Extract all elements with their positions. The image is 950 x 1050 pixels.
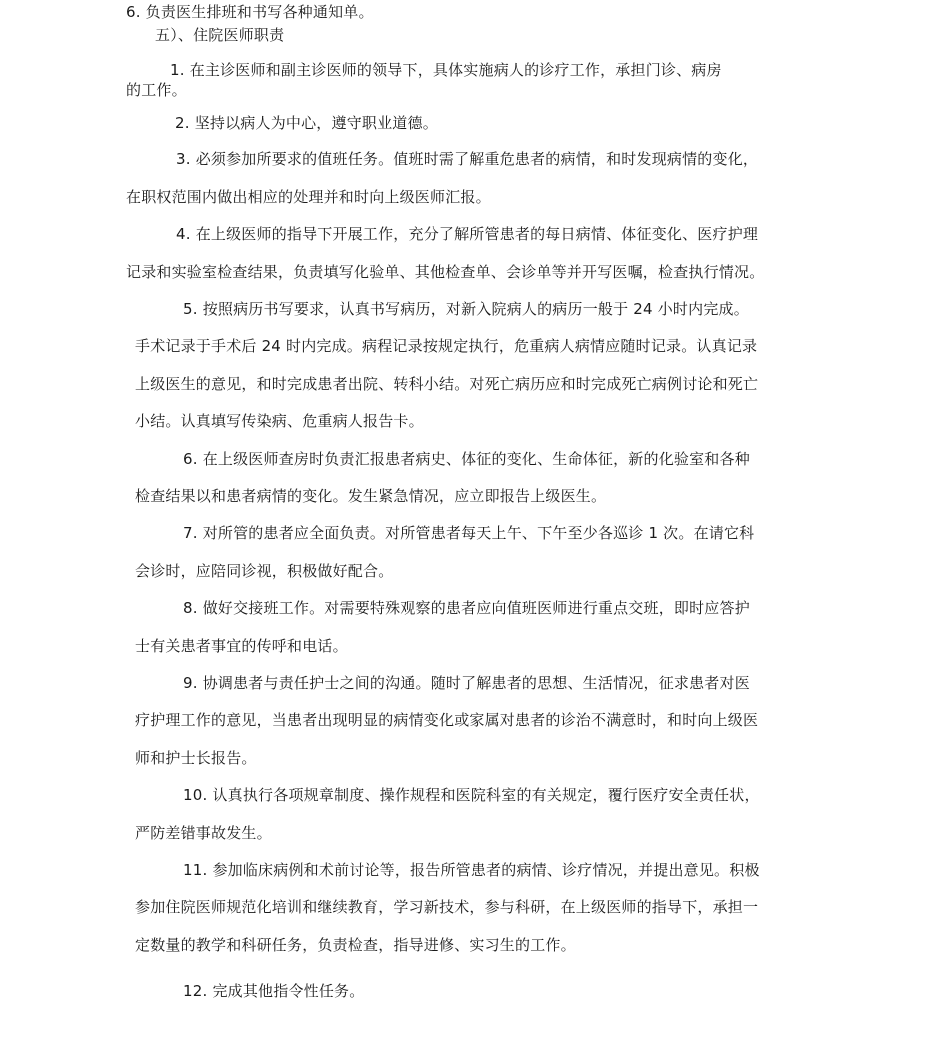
section-heading: 五）、住院医师职责 xyxy=(155,26,285,44)
duty-item-first-line xyxy=(176,224,758,244)
duty-item-first-line xyxy=(183,981,364,1001)
duty-item-first-line xyxy=(183,598,750,618)
item-number: 12. xyxy=(183,982,208,1000)
item-text: 必须参加所要求的值班任务。值班时需了解重危患者的病情，和时发现病情的变化， xyxy=(195,150,759,168)
intro-item: 6. 负责医生排班和书写各种通知单。 xyxy=(126,3,374,21)
duty-item-continuation: 小结。认真填写传染病、危重病人报告卡。 xyxy=(135,412,424,430)
item-number: 2. xyxy=(175,114,190,132)
duty-item-first-line xyxy=(183,299,749,319)
duty-item-continuation: 师和护士长报告。 xyxy=(135,749,257,767)
duty-item-continuation: 记录和实验室检查结果，负责填写化验单、其他检查单、会诊单等并开写医嘱，检查执行情况。 xyxy=(126,263,765,281)
duty-item-continuation: 上级医生的意见，和时完成患者出院、转科小结。对死亡病历应和时完成死亡病例讨论和死亡 xyxy=(135,375,759,393)
duty-item-continuation: 严防差错事故发生。 xyxy=(135,824,272,842)
duty-item-continuation: 会诊时，应陪同诊视，积极做好配合。 xyxy=(135,562,394,580)
item-text: 对所管的患者应全面负责。对所管患者每天上午、下午至少各巡诊 1 次。在请它科 xyxy=(202,524,755,542)
item-number: 6. xyxy=(183,450,198,468)
duty-item-first-line xyxy=(183,523,754,543)
duty-item-continuation: 参加住院医师规范化培训和继续教育，学习新技术，参与科研，在上级医师的指导下，承担一 xyxy=(135,898,759,916)
item-text: 坚持以病人为中心，遵守职业道德。 xyxy=(194,114,438,132)
item-number: 10. xyxy=(183,786,208,804)
item-text: 参加临床病例和术前讨论等，报告所管患者的病情、诊疗情况，并提出意见。积极 xyxy=(212,861,760,879)
item-text: 完成其他指令性任务。 xyxy=(212,982,365,1000)
duty-item-continuation: 士有关患者事宜的传呼和电话。 xyxy=(135,637,348,655)
item-number: 1. xyxy=(170,61,185,79)
duty-item-first-line xyxy=(170,60,722,80)
item-number: 5. xyxy=(183,300,198,318)
duty-item-continuation: 在职权范围内做出相应的处理并和时向上级医师汇报。 xyxy=(126,188,491,206)
item-text: 按照病历书写要求，认真书写病历，对新入院病人的病历一般于 24 小时内完成。 xyxy=(202,300,749,318)
duty-item-first-line xyxy=(183,785,760,805)
duty-item-first-line xyxy=(175,113,438,133)
item-text: 协调患者与责任护士之间的沟通。随时了解患者的思想、生活情况，征求患者对医 xyxy=(202,674,750,692)
duty-item-continuation: 手术记录于手术后 24 时内完成。病程记录按规定执行，危重病人病情应随时记录。认真记录 xyxy=(135,337,758,355)
item-number: 3. xyxy=(176,150,191,168)
item-text: 做好交接班工作。对需要特殊观察的患者应向值班医师进行重点交班，即时应答护 xyxy=(202,599,750,617)
item-text: 认真执行各项规章制度、操作规程和医院科室的有关规定，覆行医疗安全责任状， xyxy=(212,786,760,804)
item-number: 8. xyxy=(183,599,198,617)
duty-item-continuation: 的工作。 xyxy=(126,81,187,99)
item-number: 4. xyxy=(176,225,191,243)
duty-item-first-line xyxy=(183,673,750,693)
duty-item-continuation: 疗护理工作的意见，当患者出现明显的病情变化或家属对患者的诊治不满意时，和时向上级医 xyxy=(135,711,759,729)
item-text: 在主诊医师和副主诊医师的领导下，具体实施病人的诊疗工作，承担门诊、病房 xyxy=(189,61,722,79)
duty-item-continuation: 检查结果以和患者病情的变化。发生紧急情况，应立即报告上级医生。 xyxy=(135,487,607,505)
item-number: 11. xyxy=(183,861,208,879)
item-number: 7. xyxy=(183,524,198,542)
item-text: 在上级医师查房时负责汇报患者病史、体征的变化、生命体征，新的化验室和各种 xyxy=(202,450,750,468)
duty-item-first-line xyxy=(183,860,760,880)
duty-item-first-line xyxy=(176,149,758,169)
duty-item-continuation: 定数量的教学和科研任务，负责检查，指导进修、实习生的工作。 xyxy=(135,936,576,954)
item-text: 在上级医师的指导下开展工作，充分了解所管患者的每日病情、体征变化、医疗护理 xyxy=(195,225,759,243)
item-number: 9. xyxy=(183,674,198,692)
duty-item-first-line xyxy=(183,449,750,469)
